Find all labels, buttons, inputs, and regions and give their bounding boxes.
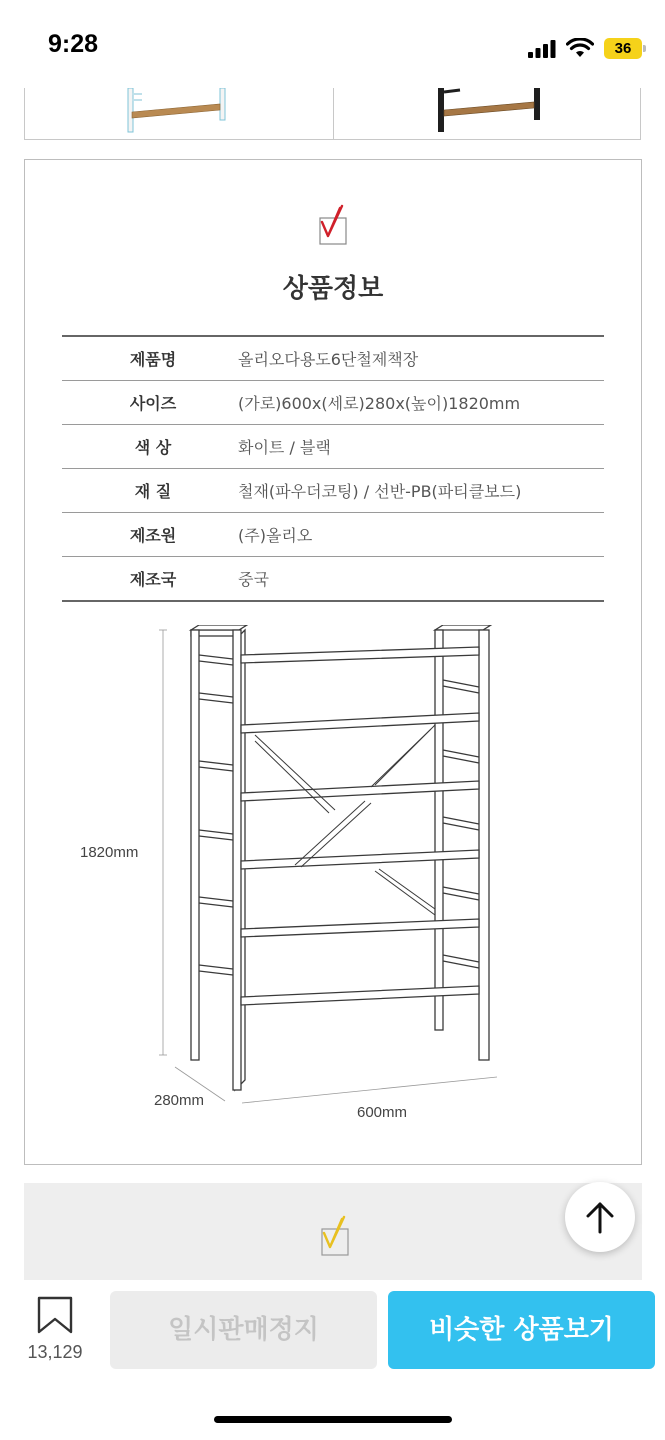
scroll-to-top-button[interactable]: [565, 1182, 635, 1252]
similar-products-button[interactable]: 비슷한 상품보기: [388, 1291, 655, 1369]
check-mark-icon: [318, 200, 350, 248]
spec-label: 재 질: [62, 469, 234, 513]
home-indicator: [214, 1416, 452, 1423]
next-section-preview: [24, 1183, 642, 1280]
diagram-depth-label: 280mm: [154, 1092, 205, 1109]
battery-icon: 36: [604, 38, 642, 59]
spec-label: 색 상: [62, 425, 234, 469]
spec-label: 제조국: [129, 570, 177, 589]
spec-row: [62, 469, 604, 513]
product-color-thumbnails: [24, 88, 641, 140]
white-shelf-thumbnail[interactable]: [120, 88, 235, 140]
product-info-card: [24, 159, 642, 1165]
diagram-height-label: 1820mm: [80, 844, 139, 861]
diagram-width-label: 600mm: [357, 1104, 408, 1121]
spec-row: [62, 513, 604, 557]
bookmark-count: 13,129: [27, 1342, 83, 1362]
battery-tip: [643, 45, 646, 52]
spec-row: [62, 557, 604, 602]
spec-table: [62, 335, 604, 602]
black-shelf-thumbnail[interactable]: [430, 88, 550, 140]
status-time: 9:28: [48, 30, 99, 58]
spec-value: (가로)600x(세로)280x(높이)1820mm: [234, 381, 604, 425]
spec-value: 올리오다용도6단철제책장: [234, 336, 604, 381]
spec-value: 철재(파우더코팅) / 선반-PB(파티클보드): [234, 469, 604, 513]
product-info-title: 상품정보: [282, 274, 384, 304]
check-mark-icon: [320, 1211, 352, 1259]
spec-value: (주)올리오: [234, 513, 604, 557]
arrow-up-icon: [565, 1182, 635, 1252]
spec-row: [62, 381, 604, 425]
spec-label: 제조원: [62, 513, 234, 557]
spec-label: 사이즈: [62, 381, 234, 425]
bookshelf-dimension-drawing: [75, 625, 595, 1145]
spec-value: 중국: [238, 570, 269, 589]
sold-out-button[interactable]: 일시판매정지: [110, 1291, 377, 1369]
wifi-icon: [566, 38, 594, 58]
signal-icon: [528, 40, 556, 58]
spec-row: [62, 336, 604, 381]
bookmark-icon[interactable]: [37, 1296, 73, 1334]
status-bar: [0, 0, 665, 88]
spec-value: 화이트 / 블랙: [234, 425, 604, 469]
spec-label: 제품명: [62, 336, 234, 381]
spec-row: [62, 425, 604, 469]
thumbnail-divider: [333, 88, 334, 140]
